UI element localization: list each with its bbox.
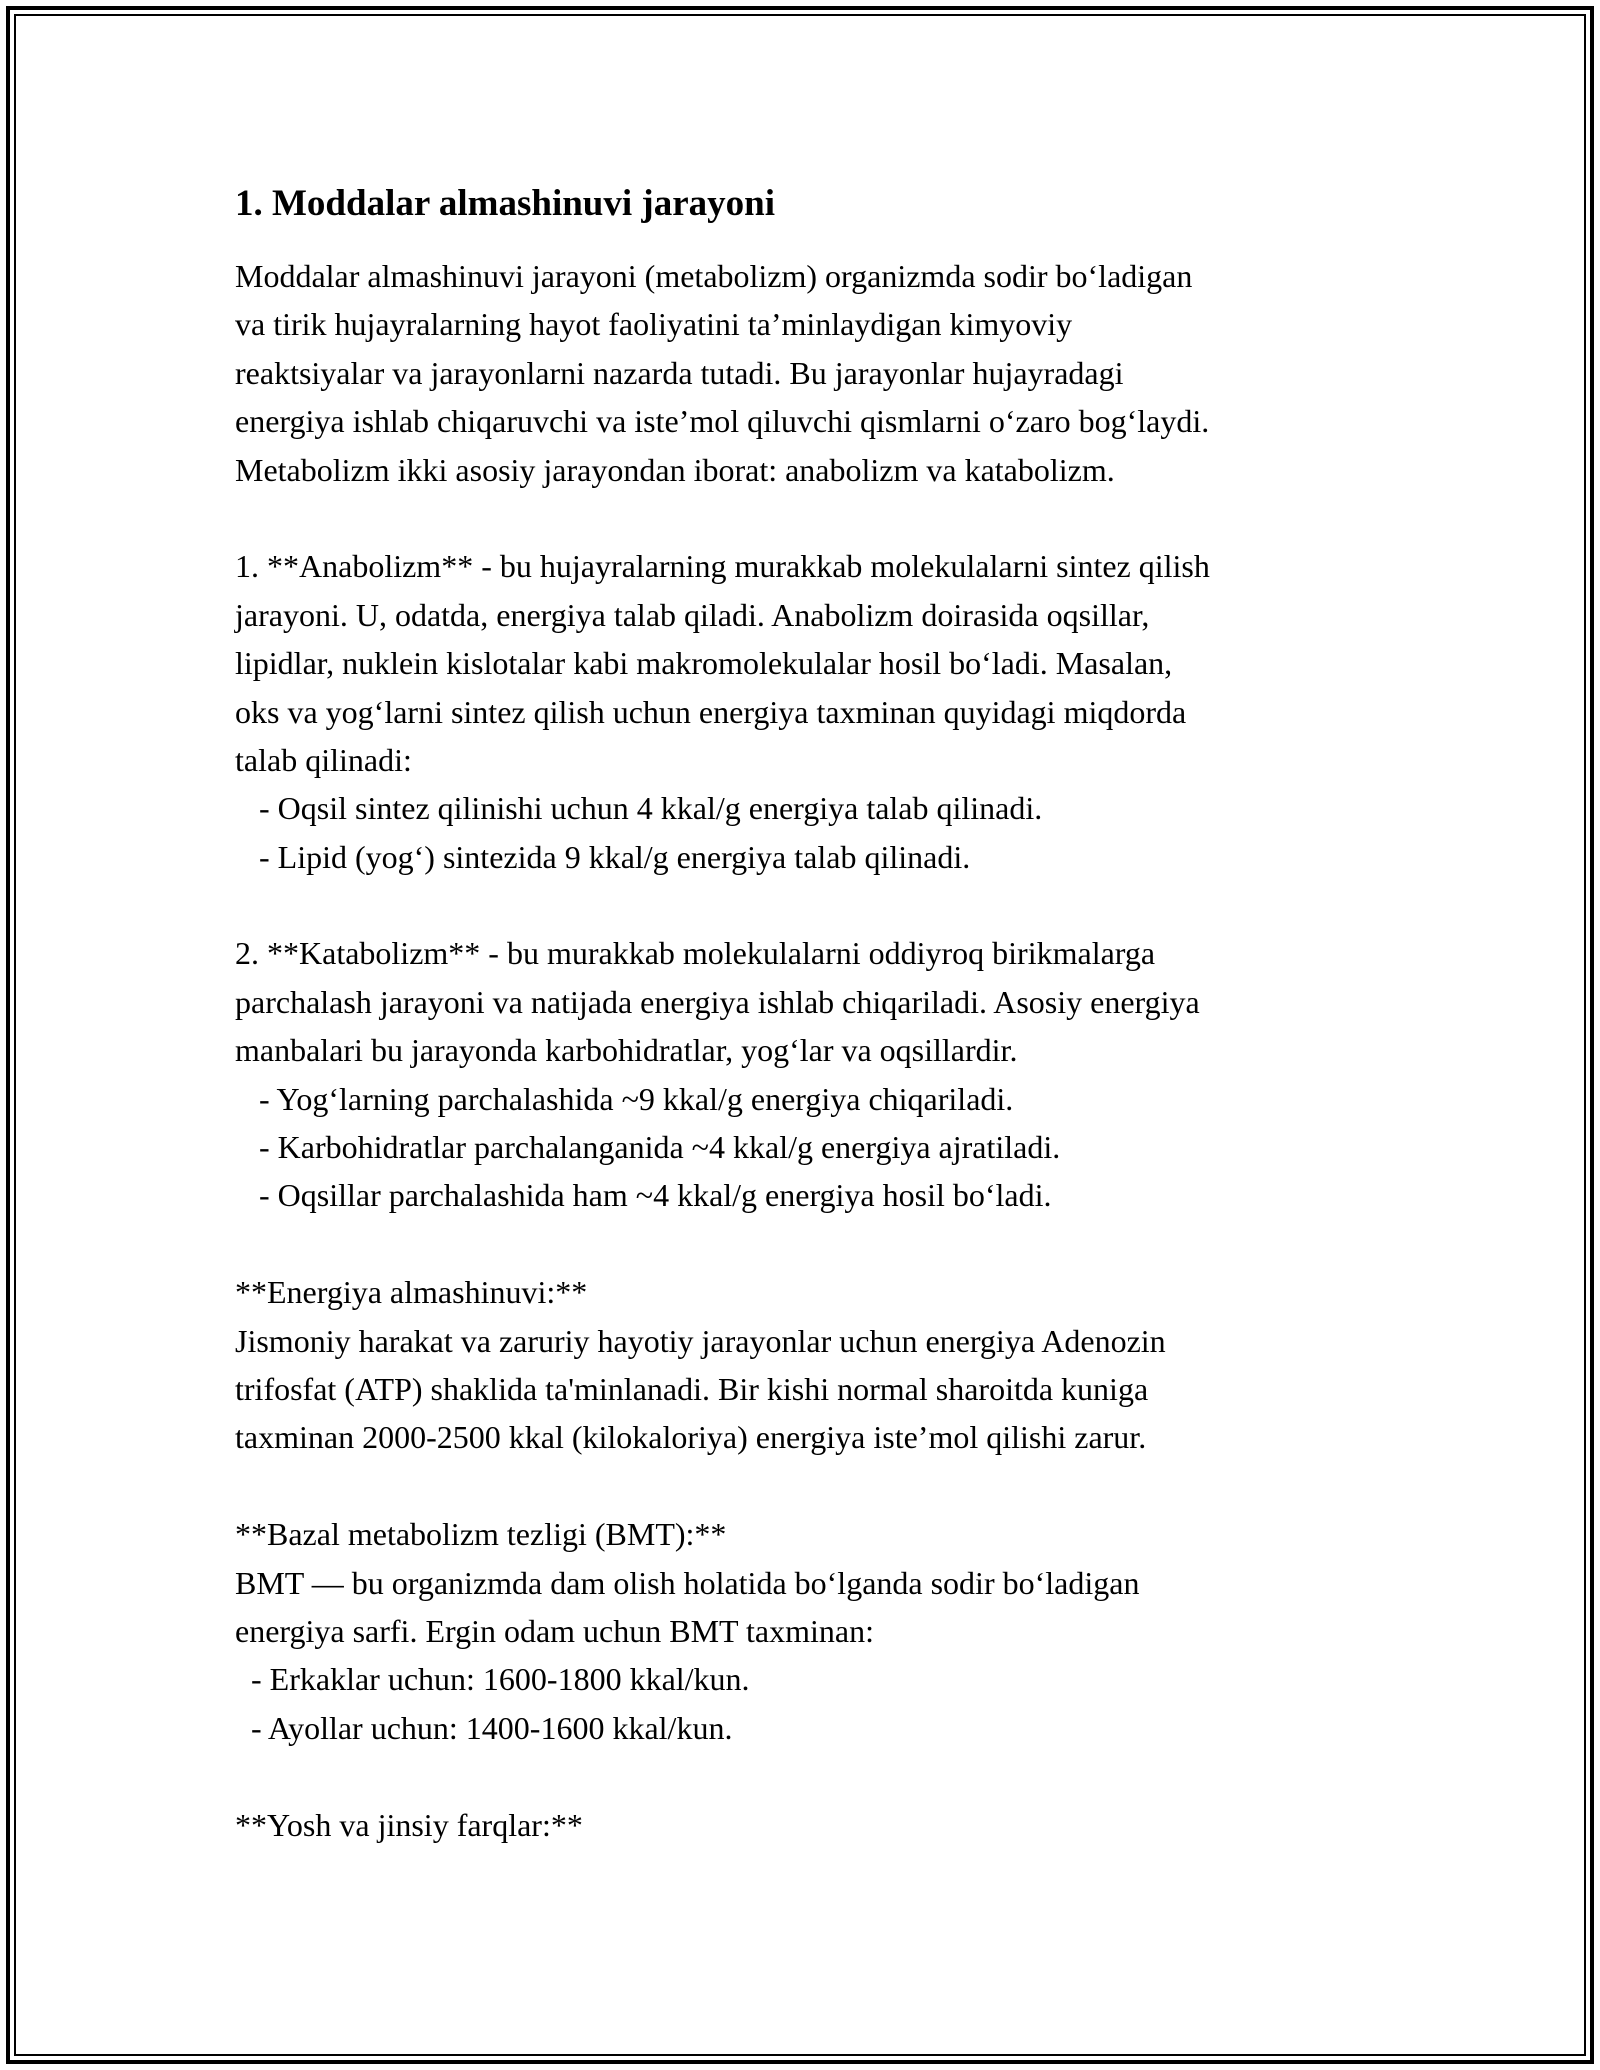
text-line: **Bazal metabolizm tezligi (BMT):**: [235, 1516, 727, 1553]
text-line: lipidlar, nuklein kislotalar kabi makromolekulalar hosil bo‘ladi. Masalan,: [235, 645, 1173, 682]
text-line: 2. **Katabolizm** - bu murakkab molekulalarni oddiyroq birikmalarga: [235, 935, 1156, 972]
text-line: Jismoniy harakat va zaruriy hayotiy jarayonlar uchun energiya Adenozin: [235, 1322, 1166, 1359]
text-line: 1. **Anabolizm** - bu hujayralarning murakkab molekulalarni sintez qilish: [235, 548, 1210, 585]
blank-line: [235, 1462, 1375, 1510]
blank-line: [235, 1752, 1375, 1800]
text-line: va tirik hujayralarning hayot faoliyatini ta’minlaydigan kimyoviy: [235, 306, 1073, 343]
text-line: parchalash jarayoni va natijada energiya ishlab chiqariladi. Asosiy energiya: [235, 983, 1200, 1020]
text-line: BMT — bu organizmda dam olish holatida bo‘lganda sodir bo‘ladigan: [235, 1564, 1140, 1601]
text-line: - Yog‘larning parchalashida ~9 kkal/g energiya chiqariladi.: [235, 1080, 1014, 1117]
text-line: **Yosh va jinsiy farqlar:**: [235, 1806, 583, 1843]
text-line: - Oqsillar parchalashida ham ~4 kkal/g energiya hosil bo‘ladi.: [235, 1177, 1052, 1214]
text-line: jarayoni. U, odatda, energiya talab qiladi. Anabolizm doirasida oqsillar,: [235, 596, 1150, 633]
text-line: - Oqsil sintez qilinishi uchun 4 kkal/g energiya talab qilinadi.: [235, 790, 1043, 827]
text-line: trifosfat (ATP) shaklida ta'minlanadi. Bir kishi normal sharoitda kuniga: [235, 1370, 1149, 1407]
text-line: taxminan 2000-2500 kkal (kilokaloriya) energiya iste’mol qilishi zarur.: [235, 1419, 1147, 1456]
text-line: oks va yog‘larni sintez qilish uchun energiya taxminan quyidagi miqdorda: [235, 693, 1187, 730]
text-line: - Karbohidratlar parchalanganida ~4 kkal/g energiya ajratiladi.: [235, 1129, 1061, 1166]
blank-line: [235, 494, 1375, 542]
text-line: - Erkaklar uchun: 1600-1800 kkal/kun.: [235, 1661, 750, 1698]
text-line: energiya ishlab chiqaruvchi va iste’mol qiluvchi qismlarni o‘zaro bog‘laydi.: [235, 403, 1210, 440]
text-line: - Ayollar uchun: 1400-1600 kkal/kun.: [235, 1709, 733, 1746]
document-body: [235, 182, 1375, 1849]
text-line: talab qilinadi:: [235, 741, 412, 778]
text-line: reaktsiyalar va jarayonlarni nazarda tutadi. Bu jarayonlar hujayradagi: [235, 354, 1124, 391]
text-line: Moddalar almashinuvi jarayoni (metabolizm) organizmda sodir bo‘ladigan: [235, 258, 1193, 294]
text-line: manbalari bu jarayonda karbohidratlar, yog‘lar va oqsillardir.: [235, 1032, 1018, 1069]
text-line: Metabolizm ikki asosiy jarayondan iborat: anabolizm va katabolizm.: [235, 451, 1115, 488]
document-title: 1. Moddalar almashinuvi jarayoni: [235, 183, 776, 224]
blank-line: [235, 881, 1375, 929]
text-line: **Energiya almashinuvi:**: [235, 1274, 588, 1311]
text-line: energiya sarfi. Ergin odam uchun BMT taxminan:: [235, 1612, 874, 1649]
text-line: - Lipid (yog‘) sintezida 9 kkal/g energiya talab qilinadi.: [235, 838, 971, 875]
blank-line: [235, 1220, 1375, 1268]
document-text: [235, 252, 1375, 1849]
